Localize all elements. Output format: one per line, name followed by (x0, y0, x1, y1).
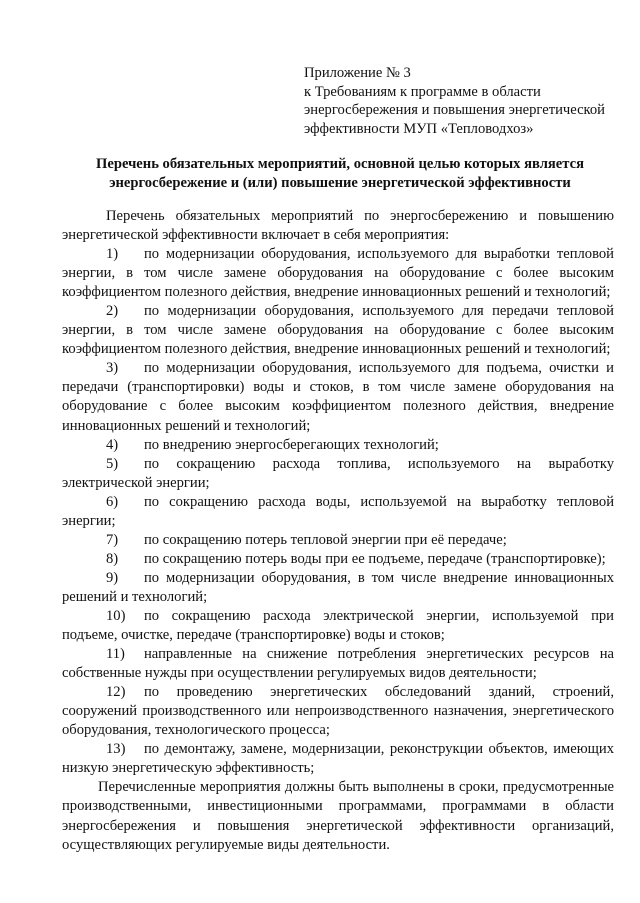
appendix-organization: эффективности МУП «Тепловодхоз» (304, 120, 534, 137)
item-number: 5) (106, 455, 119, 472)
document-body (62, 207, 614, 855)
item-text: по модернизации оборудования, используемого для передачи тепловой энергии, в том числе замене оборудования на оборудование с более высоким коэффициентом полезного действия, внедрение инновационных решений и технологий; (62, 303, 614, 358)
item-number: 4) (106, 436, 119, 453)
document-title (60, 155, 620, 193)
item-number: 2) (106, 303, 119, 320)
item-text: по сокращению расхода воды, используемой на выработку тепловой энергии; (62, 493, 614, 529)
item-text: по сокращению потерь воды при ее подъеме, передаче (транспортировке); (144, 550, 606, 567)
item-text: по сокращению расхода электрической энергии, используемой при подъеме, очистке, передаче (транспортировке) воды и стоков; (62, 607, 614, 644)
item-number: 8) (106, 550, 119, 567)
item-text: по проведению энергетических обследований зданий, строений, сооружений производственного или непроизводственного назначения, энергетического оборудования, технологического процесса; (62, 684, 614, 739)
item-number: 7) (106, 531, 119, 548)
appendix-number: Приложение № 3 (304, 65, 411, 81)
item-number: 12) (106, 684, 126, 701)
item-text: по модернизации оборудования, используемого для подъема, очистки и передачи (транспортировки) воды и стоков, в том числе замене оборудования на оборудование с более высоким коэффициентом полезного действия, внедрение инновационных решений и технологий; (62, 360, 614, 434)
list-item (62, 531, 614, 550)
title-line: Перечень обязательных мероприятий, основной целью которых является (96, 156, 584, 172)
list-item (62, 359, 614, 435)
list-item (62, 645, 614, 683)
list-item (62, 740, 614, 778)
list-item (62, 493, 614, 531)
item-number: 9) (106, 569, 119, 586)
item-text: по сокращению расхода топлива, используемого на выработку электрической энергии; (62, 455, 614, 491)
list-item (62, 302, 614, 359)
list-item (62, 683, 614, 740)
appendix-header (304, 64, 634, 138)
item-text: по модернизации оборудования, в том числе внедрение инновационных решений и технологий; (62, 569, 614, 605)
item-number: 10) (106, 607, 126, 624)
list-item (62, 607, 614, 645)
item-number: 11) (106, 646, 125, 663)
item-number: 13) (106, 741, 126, 758)
item-number: 3) (106, 360, 119, 377)
list-item (62, 550, 614, 569)
list-item (62, 569, 614, 607)
item-text: по сокращению потерь тепловой энергии при её передаче; (144, 531, 507, 548)
item-number: 6) (106, 493, 119, 510)
title-line: энергосбережение и (или) повышение энергетической эффективности (109, 175, 571, 191)
item-text: по внедрению энергосберегающих технологий; (144, 436, 439, 453)
item-number: 1) (106, 246, 119, 263)
list-item (62, 245, 614, 302)
appendix-reference: энергосбережения и повышения энергетической (304, 102, 605, 119)
item-text: по модернизации оборудования, используемого для выработки тепловой энергии, в том числе замене оборудования на оборудование с более высоким коэффициентом полезного действия, внедрение инновационных решений и технологий; (62, 246, 614, 301)
item-text: направленные на снижение потребления энергетических ресурсов на собственные нужды при осуществлении регулируемых видов деятельности; (62, 646, 614, 682)
closing-paragraph: Перечисленные мероприятия должны быть выполнены в сроки, предусмотренные производственными, инвестиционными программами, программами в области энергосбережения и повышения энергетической эффективности организаций, осуществляющих регулируемые виды деятельности. (62, 779, 614, 853)
appendix-reference: к Требованиям к программе в области (304, 83, 541, 100)
list-item (62, 455, 614, 493)
list-item (62, 436, 614, 455)
item-text: по демонтажу, замене, модернизации, реконструкции объектов, имеющих низкую энергетическую эффективность; (62, 741, 614, 777)
intro-paragraph: Перечень обязательных мероприятий по энергосбережению и повышению энергетической эффективности включает в себя мероприятия: (62, 208, 614, 244)
